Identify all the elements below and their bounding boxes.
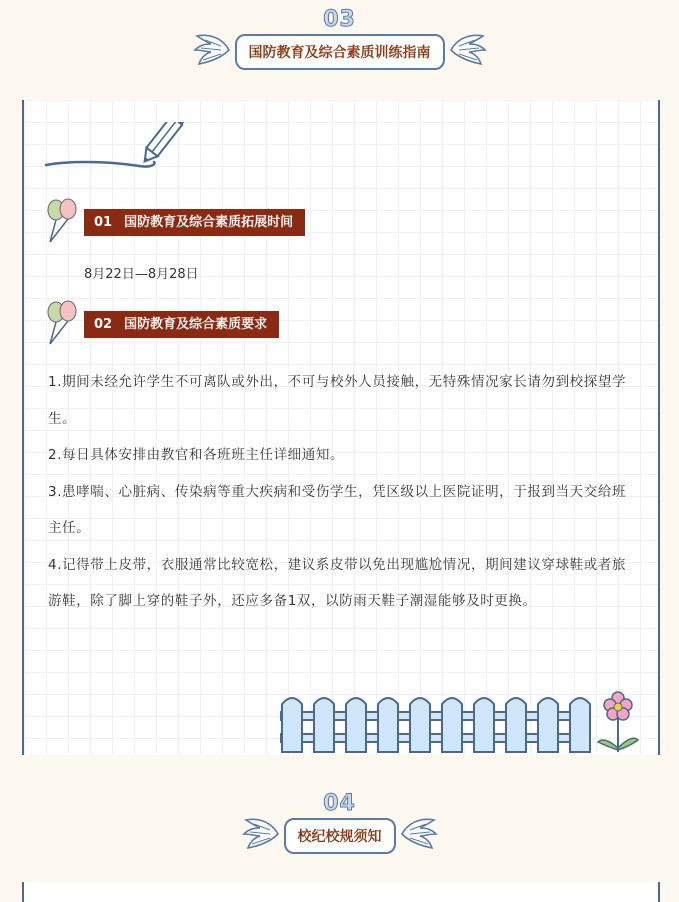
section-title: 国防教育及综合素质训练指南 bbox=[235, 34, 445, 70]
subheading-number: 01 bbox=[94, 215, 113, 230]
balloon-icon bbox=[44, 198, 80, 244]
section-number: 03 bbox=[323, 7, 356, 32]
section-03-header bbox=[0, 8, 679, 70]
wing-icon bbox=[449, 32, 487, 68]
section-04-header bbox=[0, 792, 679, 854]
flower-icon bbox=[598, 692, 638, 752]
subheading-title: 国防教育及综合素质拓展时间 bbox=[124, 215, 294, 230]
section-number: 04 bbox=[323, 791, 356, 816]
subheading-01 bbox=[84, 209, 305, 236]
subheading-02 bbox=[84, 311, 279, 338]
content-card-next bbox=[22, 882, 660, 902]
subheading-number: 02 bbox=[94, 317, 113, 332]
section-title-wrap bbox=[235, 34, 445, 70]
balloon-icon bbox=[44, 300, 80, 346]
requirements-list bbox=[48, 364, 638, 620]
subheading-title: 国防教育及综合素质要求 bbox=[124, 317, 268, 332]
section-title: 校纪校规须知 bbox=[284, 818, 396, 854]
wing-icon bbox=[193, 32, 231, 68]
requirement-item: 4.记得带上皮带，衣服通常比较宽松，建议系皮带以免出现尴尬情况，期间建议穿球鞋或者旅游鞋，除了脚上穿的鞋子外，还应多备1双，以防雨天鞋子潮湿能够及时更换。 bbox=[48, 556, 627, 609]
wing-icon bbox=[242, 816, 280, 852]
fence-icon bbox=[280, 690, 642, 756]
wing-icon bbox=[400, 816, 438, 852]
date-range: 8月22日—8月28日 bbox=[84, 267, 199, 282]
requirement-item: 1.期间未经允许学生不可离队或外出，不可与校外人员接触，无特殊情况家长请勿到校探望学生。 bbox=[48, 374, 627, 427]
pencil-icon bbox=[44, 122, 194, 174]
section-title-wrap bbox=[284, 818, 396, 854]
requirement-item: 3.患哮喘、心脏病、传染病等重大疾病和受伤学生，凭区级以上医院证明，于报到当天交给班主任。 bbox=[48, 483, 627, 536]
content-card bbox=[22, 100, 660, 755]
requirement-item: 2.每日具体安排由教官和各班班主任详细通知。 bbox=[48, 447, 345, 463]
